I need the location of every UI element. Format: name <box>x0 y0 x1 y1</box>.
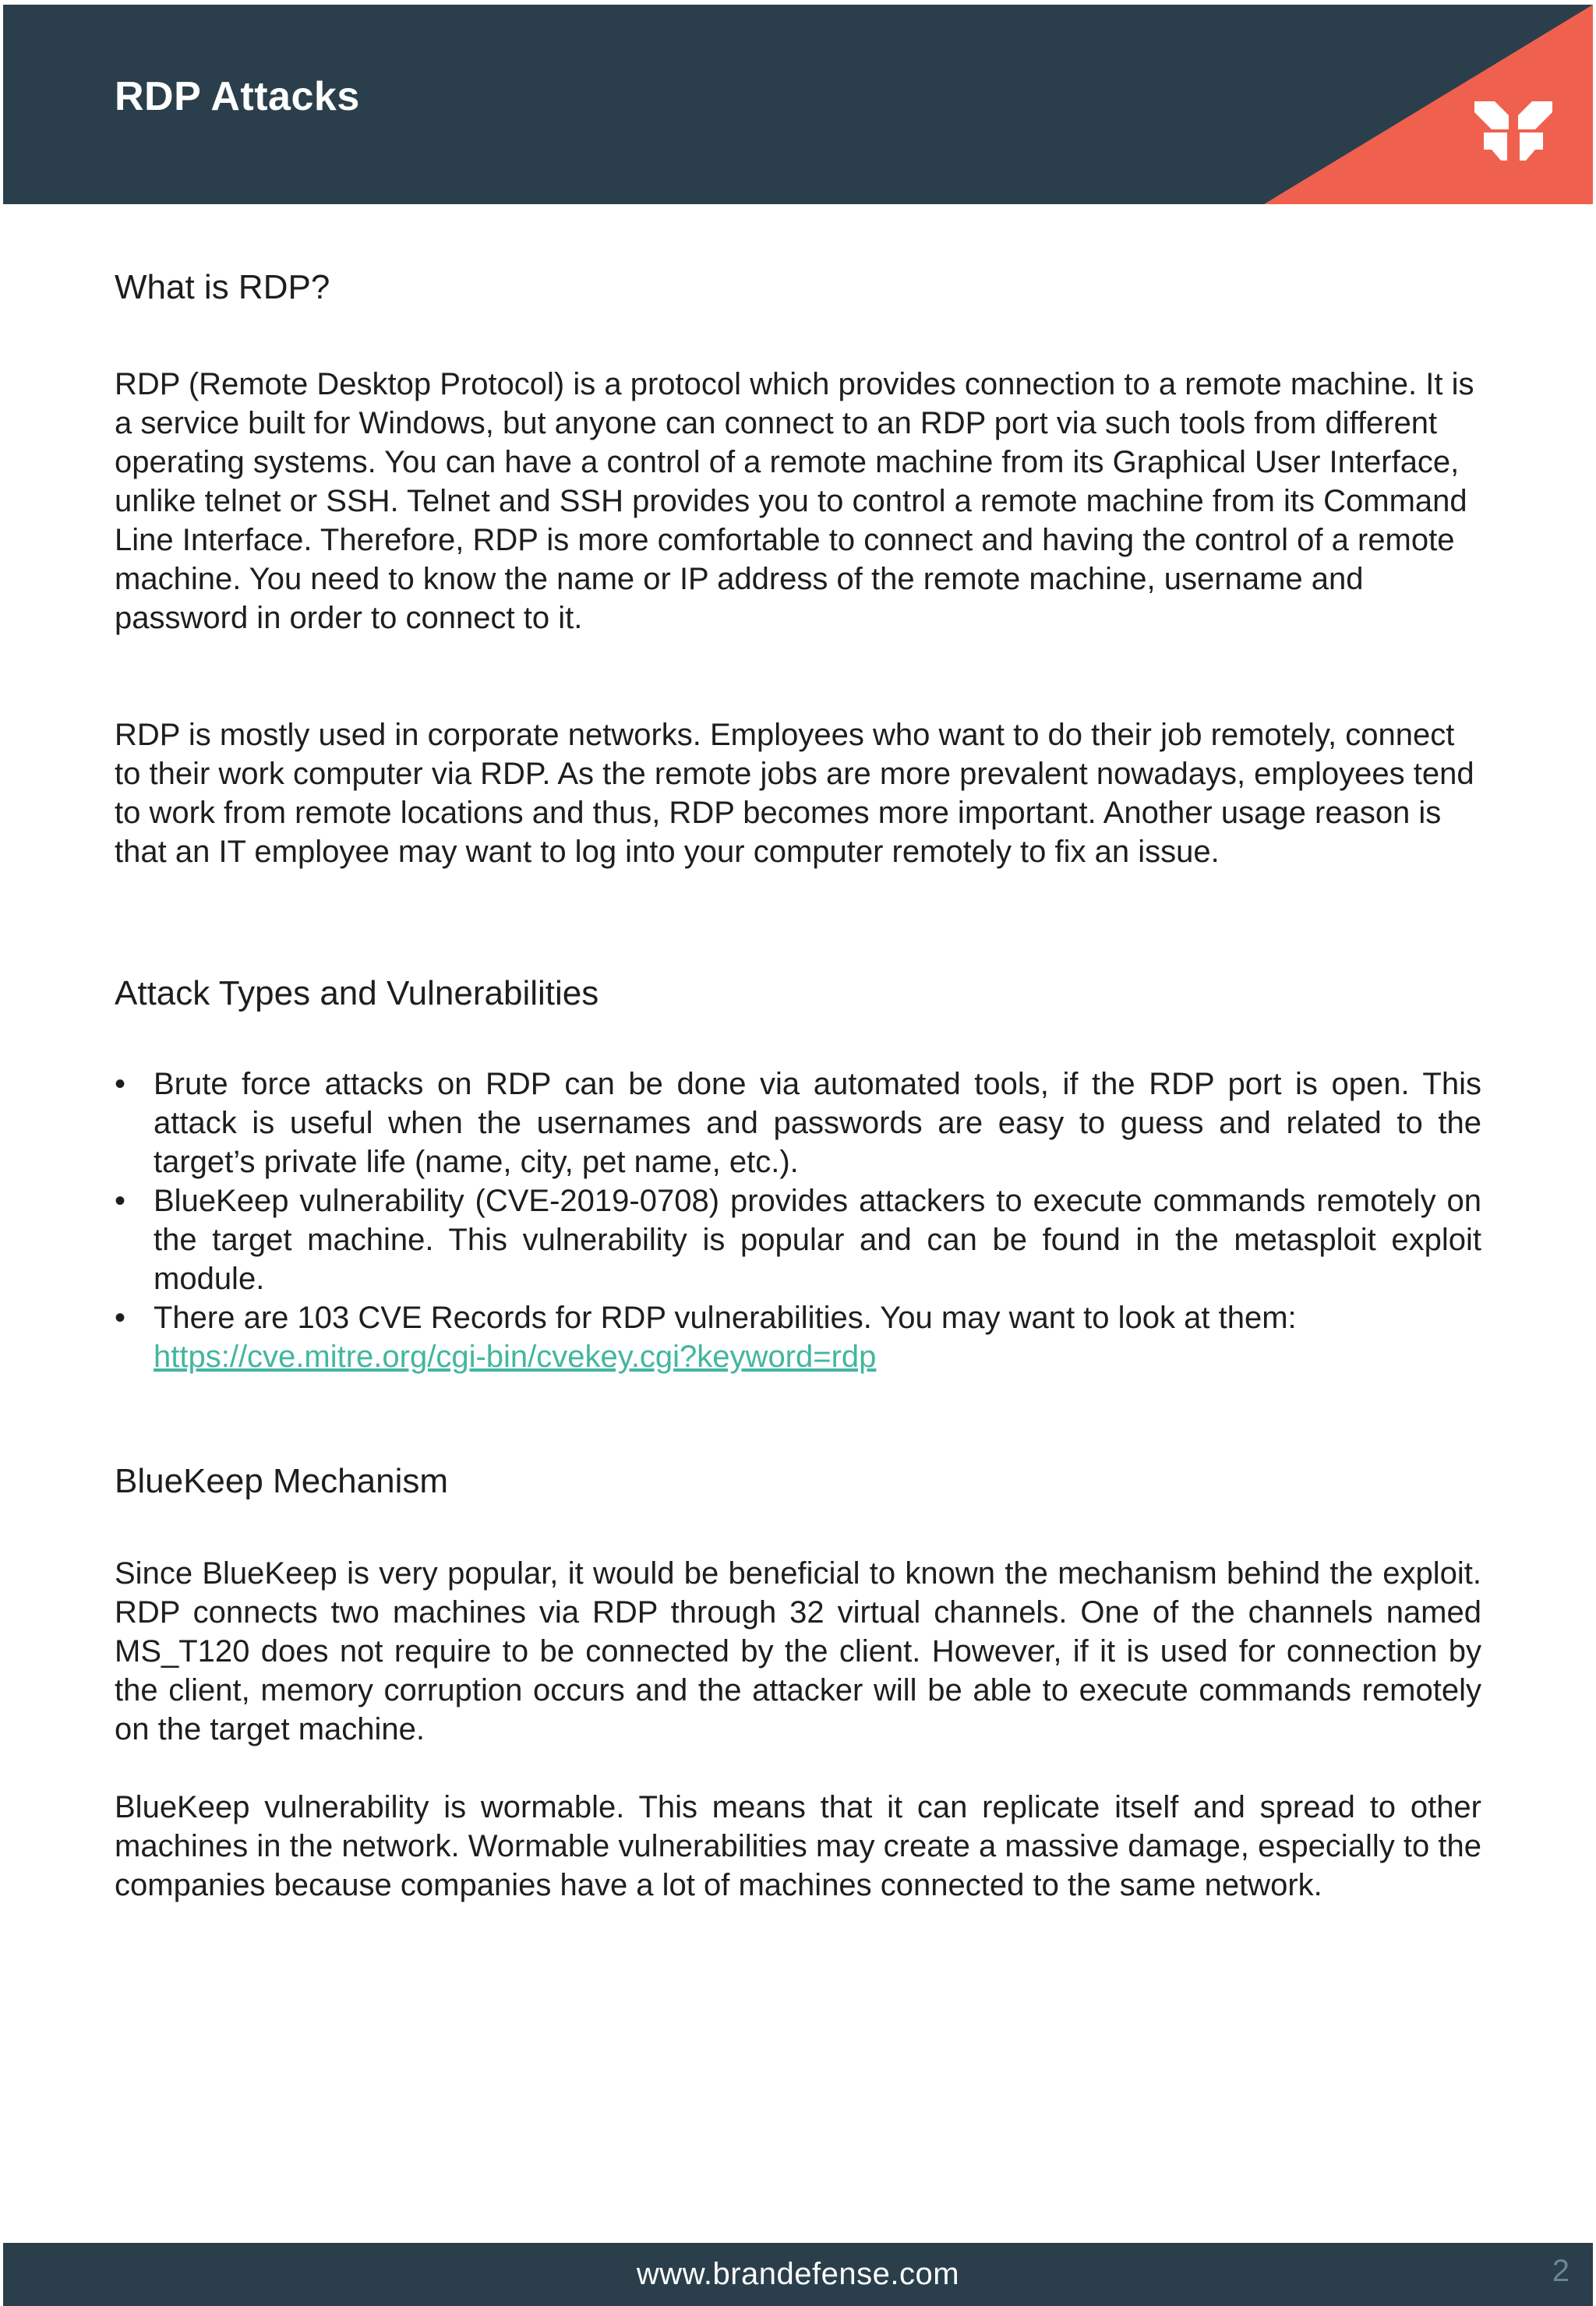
paragraph-what-is-rdp-2: RDP is mostly used in corporate networks. Employees who want to do their job remotely, connect to their work computer via RDP. As the remote jobs are more prevalent nowadays, employees tend to work from remote locations and thus, RDP becomes more important. Another usage reason is that an IT employee may want to log into your computer remotely to fix an issue. <box>115 718 1474 869</box>
list-item <box>115 1181 1481 1298</box>
page-title: RDP Attacks <box>115 74 360 119</box>
cve-records-link[interactable]: https://cve.mitre.org/cgi-bin/cvekey.cgi?keyword=rdp <box>154 1340 877 1374</box>
paragraph-bluekeep-2: BlueKeep vulnerability is wormable. This means that it can replicate itself and spread to other machines in the network. Wormable vulnerabilities may create a massive damage, especially to the companies because companies have a lot of machines connected to the same network. <box>115 1790 1481 1902</box>
list-item-text: Brute force attacks on RDP can be done via automated tools, if the RDP port is open. This attack is useful when the usernames and passwords are easy to guess and related to the target’s private life (name, city, pet name, etc.). <box>154 1067 1481 1179</box>
list-item <box>115 1065 1481 1181</box>
list-item-text: There are 103 CVE Records for RDP vulnerabilities. You may want to look at them: <box>154 1301 1297 1335</box>
attack-types-list <box>115 1065 1481 1376</box>
section-heading-what-is-rdp: What is RDP? <box>115 268 330 306</box>
section-heading-attack-types: Attack Types and Vulnerabilities <box>115 974 599 1012</box>
bullet-marker: • <box>115 1067 126 1101</box>
page-footer <box>3 2243 1593 2306</box>
list-item <box>115 1298 1481 1376</box>
paragraph-bluekeep-1: Since BlueKeep is very popular, it would be beneficial to known the mechanism behind the exploit. RDP connects two machines via RDP through 32 virtual channels. One of the channels named MS_T120 does not require to be connected by the client. However, if it is used for connection by the client, memory corruption occurs and the attacker will be able to execute commands remotely on the target machine. <box>115 1556 1481 1746</box>
bullet-marker: • <box>115 1184 126 1218</box>
list-item-text: BlueKeep vulnerability (CVE-2019-0708) provides attackers to execute commands remotely on the target machine. This vulnerability is popular and can be found in the metasploit exploit module. <box>154 1184 1481 1296</box>
footer-website-url: www.brandefense.com <box>636 2257 960 2291</box>
bullet-marker: • <box>115 1301 126 1335</box>
page-header <box>0 0 1596 204</box>
paragraph-what-is-rdp-1: RDP (Remote Desktop Protocol) is a protocol which provides connection to a remote machine. It is a service built for Windows, but anyone can connect to an RDP port via such tools from different operating systems. You can have a control of a remote machine from its Graphical User Interface, unlike telnet or SSH. Telnet and SSH provides you to control a remote machine from its Command Line Interface. Therefore, RDP is more comfortable to connect and having the control of a remote machine. You need to know the name or IP address of the remote machine, username and password in order to connect to it. <box>115 367 1474 635</box>
section-heading-bluekeep-mechanism: BlueKeep Mechanism <box>115 1462 449 1500</box>
page-number: 2 <box>1552 2254 1570 2288</box>
brandefense-logo-icon <box>1473 98 1554 164</box>
